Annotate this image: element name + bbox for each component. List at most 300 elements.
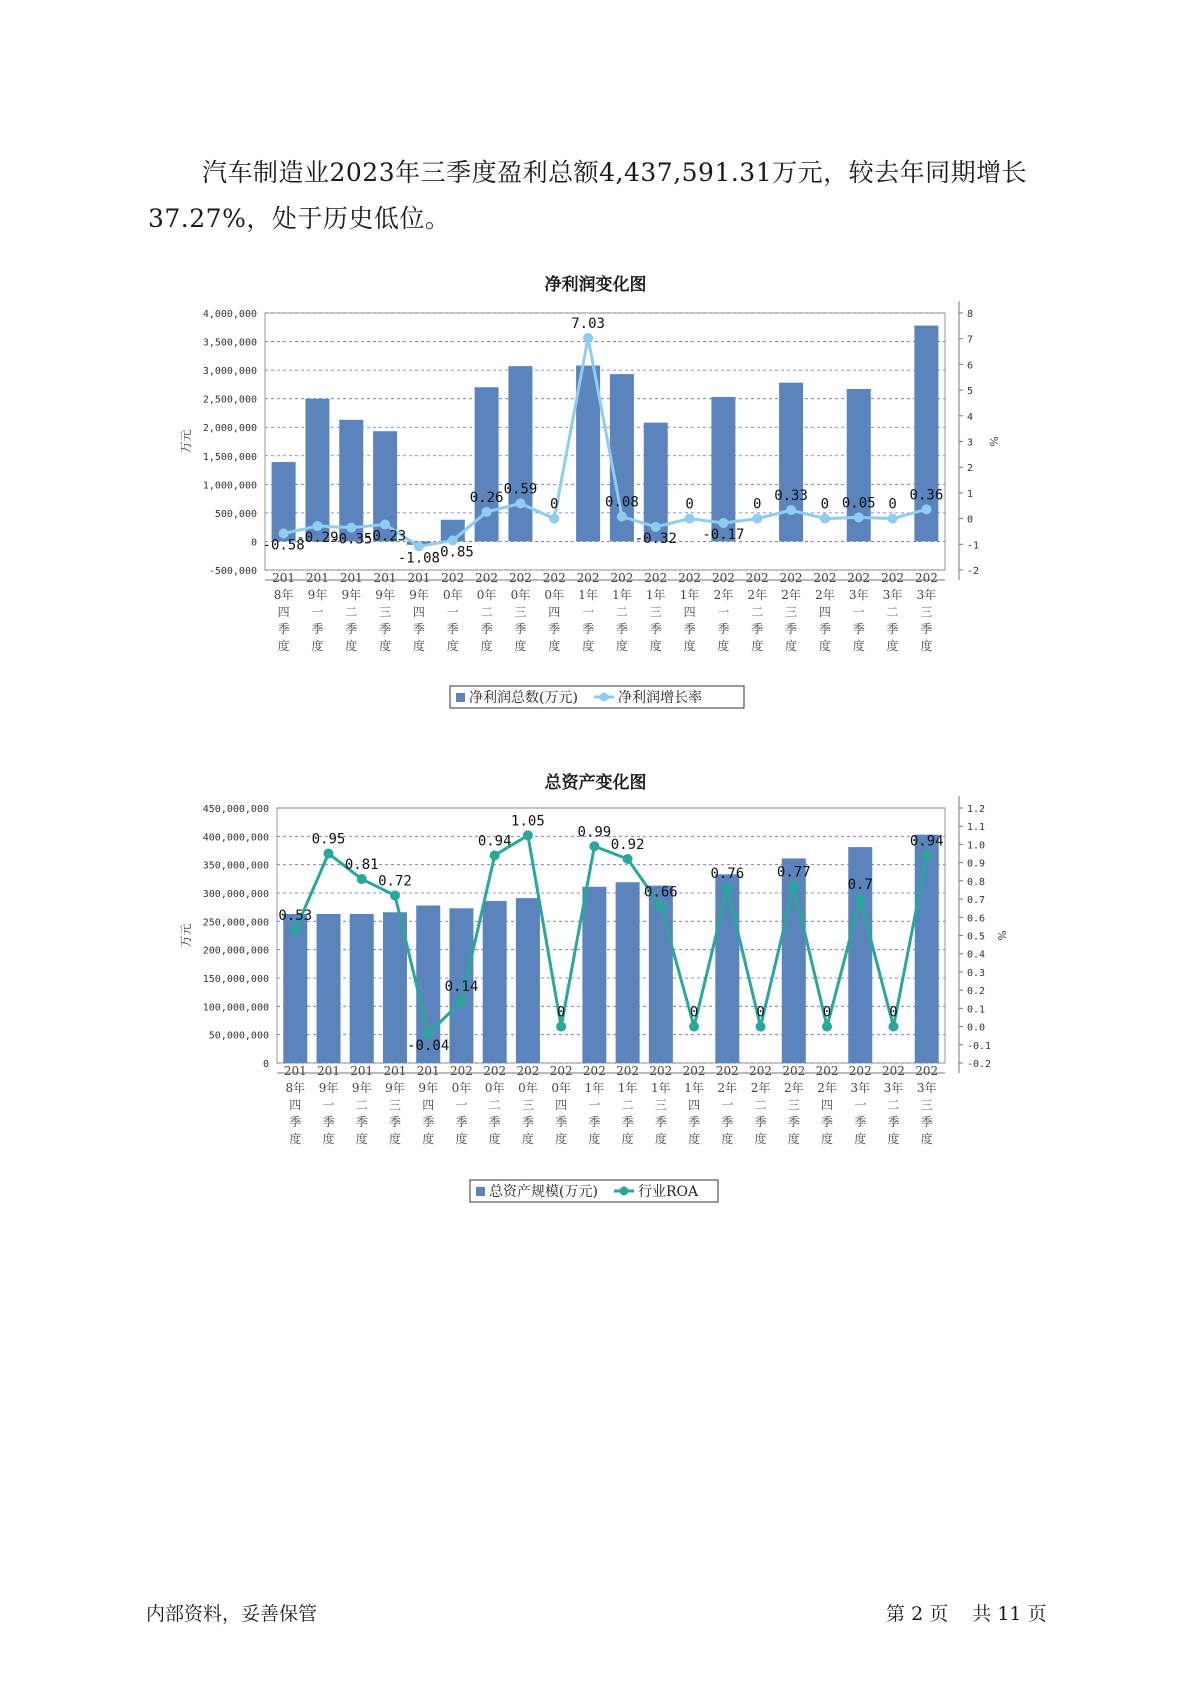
page-suffix: 页 (929, 1603, 949, 1625)
x-tick-label: 1年 (578, 588, 598, 602)
x-tick-label: 度 (311, 639, 324, 653)
x-tick-label: 1年 (617, 1081, 638, 1095)
x-tick-label: 9年 (351, 1081, 372, 1095)
y2-tick-label: 0.9 (967, 858, 986, 870)
x-tick-label: 1年 (684, 1081, 704, 1095)
y2-tick-label: 0.3 (967, 967, 986, 979)
x-tick-label: 季 (446, 622, 459, 636)
x-tick-label: 二 (754, 1098, 767, 1112)
x-tick-label: 度 (852, 639, 865, 653)
x-tick-label: 度 (446, 639, 459, 653)
total-prefix: 共 (972, 1603, 992, 1625)
y2-tick-label: 7 (967, 334, 974, 346)
y2-tick-label: 0.8 (967, 876, 986, 888)
x-tick-label: 202 (779, 571, 803, 585)
x-tick-label: 二 (355, 1098, 368, 1112)
x-tick-label: 四 (555, 1098, 568, 1112)
x-tick-label: 季 (854, 1115, 867, 1129)
x-tick-label: 季 (785, 622, 798, 636)
x-tick-label: 度 (277, 639, 290, 653)
x-tick-label: 201 (407, 571, 431, 585)
x-tick-label: 201 (272, 571, 296, 585)
y2-tick-label: 6 (967, 360, 974, 372)
x-tick-label: 度 (488, 1132, 501, 1146)
x-tick-label: 季 (754, 1115, 767, 1129)
data-label: 0 (753, 496, 762, 513)
x-tick-label: 202 (516, 1064, 540, 1078)
x-tick-label: 季 (654, 1115, 667, 1129)
x-tick-label: 度 (654, 1132, 667, 1146)
data-label: -0.85 (431, 544, 474, 561)
legend (470, 1180, 718, 1202)
x-tick-label: 9年 (341, 588, 362, 602)
y-tick-label: -500,000 (208, 566, 257, 577)
y2-tick-label: 0.0 (967, 1022, 986, 1034)
y2-tick-label: 1 (967, 488, 974, 500)
x-tick-label: 度 (388, 1132, 401, 1146)
data-label: 0 (556, 1004, 566, 1021)
x-tick-label: 3年 (850, 1081, 871, 1095)
y-axis-title: 万元 (179, 923, 193, 948)
x-tick-label: 8年 (273, 588, 294, 602)
x-tick-label: 一 (322, 1098, 335, 1112)
x-tick-label: 0年 (442, 588, 463, 602)
y2-tick-label: 2 (967, 463, 974, 475)
x-tick-label: 季 (355, 1115, 368, 1129)
line-point (922, 850, 932, 860)
x-tick-label: 季 (717, 622, 730, 636)
x-tick-label: 度 (412, 639, 425, 653)
x-tick-label: 季 (277, 622, 290, 636)
x-tick-label: 202 (882, 1064, 905, 1078)
x-tick-label: 0年 (518, 1081, 538, 1095)
x-tick-label: 202 (678, 571, 702, 585)
bar (649, 886, 673, 1063)
x-tick-label: 度 (688, 1132, 701, 1146)
x-tick-label: 度 (683, 639, 696, 653)
data-label: -0.35 (330, 531, 373, 548)
x-tick-label: 201 (339, 571, 363, 585)
x-tick-label: 0年 (544, 588, 565, 602)
data-label: 0.33 (774, 488, 808, 505)
x-tick-label: 0年 (510, 588, 531, 602)
y-tick-label: 400,000,000 (202, 832, 269, 844)
y-tick-label: 100,000,000 (202, 1002, 269, 1014)
x-tick-label: 季 (721, 1115, 734, 1129)
x-tick-label: 季 (582, 622, 595, 636)
x-tick-label: 一 (446, 605, 459, 619)
data-label: 0.59 (503, 481, 538, 498)
x-tick-label: 202 (782, 1064, 806, 1078)
x-tick-label: 3年 (916, 588, 937, 602)
data-label: 0.05 (841, 495, 876, 512)
x-tick-label: 度 (649, 639, 662, 653)
x-tick-label: 3年 (848, 588, 869, 602)
y2-tick-label: 0.2 (967, 986, 986, 998)
x-tick-label: 度 (787, 1132, 800, 1146)
x-tick-label: 季 (422, 1115, 435, 1129)
x-tick-label: 0年 (451, 1081, 472, 1095)
y-tick-label: 2,000,000 (202, 423, 257, 435)
y2-axis-title: % (995, 930, 1008, 941)
bar (915, 835, 939, 1063)
x-tick-label: 二 (621, 1098, 634, 1112)
x-tick-label: 度 (854, 1132, 867, 1146)
summary-paragraph: 汽车制造业2023年三季度盈利总额4,437,591.31万元，较去年同期增长37.27%，处于历史低位。 (148, 158, 1028, 233)
x-tick-label: 202 (915, 1064, 939, 1078)
x-tick-label: 二 (886, 605, 899, 619)
x-tick-label: 2年 (781, 588, 801, 602)
data-label: 0 (889, 1004, 898, 1021)
y-tick-label: 3,000,000 (202, 366, 257, 378)
x-tick-label: 202 (616, 1064, 640, 1078)
x-tick-label: 9年 (409, 588, 429, 602)
x-tick-label: 四 (818, 605, 831, 619)
data-label: 1.05 (511, 813, 545, 830)
data-label: -1.08 (397, 550, 441, 567)
x-tick-label: 度 (754, 1132, 767, 1146)
line-point (756, 1022, 766, 1032)
data-label: 0.99 (577, 824, 612, 841)
x-tick-label: 度 (818, 639, 831, 653)
line-point (623, 854, 633, 864)
y2-tick-label: -0.2 (967, 1059, 992, 1070)
y-tick-label: 300,000,000 (202, 889, 269, 900)
line-point (390, 890, 400, 900)
x-tick-label: 四 (683, 605, 696, 619)
x-tick-label: 度 (920, 639, 933, 653)
x-tick-label: 季 (379, 622, 392, 636)
data-label: 0.36 (909, 487, 944, 504)
legend-line-marker (620, 1187, 629, 1196)
x-tick-label: 季 (821, 1115, 834, 1129)
y-tick-label: 2,500,000 (202, 394, 257, 406)
data-label: 0.14 (444, 979, 479, 996)
x-tick-label: 三 (379, 605, 392, 619)
x-tick-label: 2年 (747, 588, 768, 602)
line-point (523, 830, 533, 840)
x-tick-label: 三 (920, 605, 933, 619)
x-tick-label: 三 (521, 1098, 534, 1112)
y-tick-label: 200,000,000 (202, 945, 269, 957)
x-tick-label: 202 (745, 571, 769, 585)
x-tick-label: 季 (615, 622, 628, 636)
x-tick-label: 度 (785, 639, 798, 653)
y2-tick-label: 0 (967, 514, 974, 526)
x-tick-label: 一 (311, 605, 324, 619)
data-label: 0 (689, 1004, 699, 1021)
x-tick-label: 度 (887, 1132, 900, 1146)
x-tick-label: 季 (555, 1115, 568, 1129)
footer-page-info (886, 1599, 1047, 1626)
x-tick-label: 度 (588, 1132, 601, 1146)
x-tick-label: 季 (649, 622, 662, 636)
legend-line-label: 净利润增长率 (618, 690, 702, 706)
line-point (290, 925, 300, 935)
x-tick-label: 度 (422, 1132, 435, 1146)
y2-tick-label: 0.7 (967, 895, 986, 907)
x-tick-label: 季 (548, 622, 561, 636)
x-tick-label: 季 (683, 622, 696, 636)
y2-tick-label: 8 (967, 309, 974, 320)
y2-tick-label: 3 (967, 437, 974, 449)
x-tick-label: 一 (854, 1098, 867, 1112)
data-label: 0.77 (776, 864, 811, 881)
x-tick-label: 度 (521, 1132, 534, 1146)
x-tick-label: 三 (920, 1098, 933, 1112)
data-label: 0.95 (311, 831, 346, 848)
x-tick-label: 202 (815, 1064, 839, 1078)
x-tick-label: 1年 (679, 588, 700, 602)
data-label: 7.03 (571, 315, 605, 332)
data-label: 0 (685, 496, 694, 513)
x-tick-label: 202 (483, 1064, 507, 1078)
x-tick-label: 四 (548, 605, 561, 619)
x-tick-label: 202 (610, 571, 634, 585)
data-label: -0.29 (296, 530, 339, 547)
x-tick-label: 二 (751, 605, 764, 619)
x-tick-label: 9年 (307, 588, 328, 602)
x-tick-label: 2年 (815, 588, 835, 602)
data-label: 0 (756, 1004, 765, 1021)
x-tick-label: 202 (644, 571, 668, 585)
x-tick-label: 1年 (612, 588, 632, 602)
y2-tick-label: 1.2 (967, 804, 986, 815)
bar (283, 914, 307, 1063)
x-tick-label: 2年 (713, 588, 734, 602)
bar (317, 914, 341, 1063)
legend-line-label: 行业ROA (638, 1184, 699, 1200)
chart-title-net-profit: 净利润变化图 (544, 275, 647, 295)
x-tick-label: 季 (621, 1115, 634, 1129)
x-tick-label: 201 (283, 1064, 307, 1078)
y-tick-label: 0 (250, 537, 257, 549)
y2-tick-label: 5 (967, 386, 974, 398)
x-tick-label: 季 (322, 1115, 335, 1129)
x-tick-label: 202 (682, 1064, 706, 1078)
x-tick-label: 9年 (318, 1081, 339, 1095)
line-point (490, 850, 500, 860)
x-tick-label: 202 (848, 1064, 872, 1078)
x-tick-label: 度 (920, 1132, 933, 1146)
y2-tick-label: -2 (967, 566, 980, 577)
x-tick-label: 202 (576, 571, 600, 585)
x-tick-label: 度 (621, 1132, 634, 1146)
y2-tick-label: 4 (967, 411, 974, 423)
y-tick-label: 1,000,000 (202, 480, 257, 492)
x-tick-label: 季 (412, 622, 425, 636)
data-label: 0.94 (909, 833, 944, 850)
x-tick-label: 202 (711, 571, 735, 585)
x-tick-label: 季 (345, 622, 358, 636)
data-label: -0.23 (364, 528, 407, 545)
x-tick-label: 2年 (817, 1081, 837, 1095)
x-tick-label: 季 (521, 1115, 534, 1129)
x-tick-label: 四 (412, 605, 425, 619)
x-tick-label: 度 (548, 639, 561, 653)
line-point (656, 901, 666, 911)
line-point (855, 894, 865, 904)
x-tick-label: 201 (350, 1064, 374, 1078)
y2-tick-label: -0.1 (967, 1040, 992, 1052)
line-point (589, 841, 599, 851)
x-tick-label: 0年 (551, 1081, 571, 1095)
data-label: 0.72 (378, 873, 412, 890)
x-tick-label: 202 (649, 1064, 673, 1078)
data-label: 0.76 (710, 866, 745, 883)
y2-axis-title: % (987, 436, 1000, 447)
x-tick-label: 8年 (285, 1081, 306, 1095)
x-tick-label: 四 (821, 1098, 834, 1112)
x-tick-label: 度 (455, 1132, 468, 1146)
data-label: 0 (888, 496, 897, 513)
x-tick-label: 季 (688, 1115, 701, 1129)
y-tick-label: 350,000,000 (202, 860, 269, 872)
data-label: 0.81 (344, 857, 379, 874)
data-label: 0.26 (469, 489, 504, 506)
x-tick-label: 202 (475, 571, 499, 585)
x-tick-label: 0年 (484, 1081, 505, 1095)
x-tick-label: 季 (818, 622, 831, 636)
x-tick-label: 季 (920, 1115, 933, 1129)
line-point (722, 883, 732, 893)
x-tick-label: 季 (751, 622, 764, 636)
x-tick-label: 四 (277, 605, 290, 619)
bar (582, 887, 606, 1063)
line-point (357, 874, 367, 884)
x-tick-label: 季 (289, 1115, 302, 1129)
x-tick-label: 季 (488, 1115, 501, 1129)
x-tick-label: 度 (379, 639, 392, 653)
y-tick-label: 500,000 (214, 508, 257, 520)
bar (715, 874, 739, 1063)
y-tick-label: 250,000,000 (202, 917, 269, 929)
legend-bar-label: 净利润总数(万元) (469, 690, 578, 706)
data-label: 0.92 (610, 837, 645, 853)
x-tick-label: 三 (649, 605, 662, 619)
data-label: 0 (822, 1004, 832, 1021)
x-tick-label: 201 (383, 1064, 407, 1078)
x-tick-label: 201 (373, 571, 397, 585)
x-tick-label: 3年 (882, 588, 903, 602)
x-tick-label: 度 (721, 1132, 734, 1146)
x-tick-label: 202 (881, 571, 905, 585)
x-tick-label: 三 (388, 1098, 401, 1112)
x-tick-label: 季 (588, 1115, 601, 1129)
x-tick-label: 三 (514, 605, 527, 619)
x-tick-label: 度 (615, 639, 628, 653)
x-tick-label: 度 (886, 639, 899, 653)
data-label: -0.17 (702, 526, 745, 543)
y-tick-label: 3,500,000 (202, 337, 257, 349)
x-tick-label: 季 (920, 622, 933, 636)
y2-tick-label: 0.4 (967, 949, 986, 961)
x-tick-label: 202 (847, 571, 871, 585)
line-point (822, 1022, 832, 1032)
data-label: 0.66 (643, 884, 678, 901)
x-tick-label: 二 (480, 605, 493, 619)
x-tick-label: 9年 (418, 1081, 439, 1095)
x-tick-label: 二 (887, 1098, 900, 1112)
y-axis-title: 万元 (179, 429, 193, 454)
x-tick-label: 季 (514, 622, 527, 636)
x-tick-label: 1年 (584, 1081, 605, 1095)
x-tick-label: 四 (688, 1098, 701, 1112)
bar (350, 914, 374, 1063)
y-tick-label: 1,500,000 (202, 451, 257, 463)
x-tick-label: 四 (289, 1098, 302, 1112)
y2-tick-label: 0.5 (967, 931, 986, 943)
x-tick-label: 度 (717, 639, 730, 653)
x-tick-label: 季 (787, 1115, 800, 1129)
bar (483, 901, 507, 1063)
x-tick-label: 季 (887, 1115, 900, 1129)
x-tick-label: 2年 (783, 1081, 804, 1095)
x-tick-label: 9年 (385, 1081, 405, 1095)
x-tick-label: 202 (441, 571, 465, 585)
x-tick-label: 四 (422, 1098, 435, 1112)
x-tick-label: 202 (813, 571, 837, 585)
chart-title-total-assets: 总资产变化图 (544, 773, 647, 793)
x-tick-label: 202 (449, 1064, 473, 1078)
data-label: 0.08 (605, 494, 639, 511)
x-tick-label: 二 (615, 605, 628, 619)
data-label: -0.04 (407, 1037, 450, 1054)
x-tick-label: 度 (322, 1132, 335, 1146)
x-tick-label: 一 (582, 605, 595, 619)
x-tick-label: 季 (886, 622, 899, 636)
footer-confidential: 内部资料，妥善保管 (146, 1603, 318, 1625)
data-label: 0.94 (477, 833, 512, 850)
x-tick-label: 三 (654, 1098, 667, 1112)
y2-tick-label: 0.6 (967, 913, 986, 925)
x-tick-label: 季 (311, 622, 324, 636)
x-tick-label: 二 (345, 605, 358, 619)
y-tick-label: 150,000,000 (202, 974, 269, 985)
x-tick-label: 2年 (750, 1081, 771, 1095)
x-tick-label: 二 (488, 1098, 501, 1112)
data-label: 0 (550, 496, 559, 513)
x-tick-label: 季 (852, 622, 865, 636)
x-tick-label: 3年 (916, 1081, 937, 1095)
legend-bar-label: 总资产规模(万元) (489, 1184, 598, 1200)
page-number: 2 (911, 1603, 924, 1625)
x-tick-label: 度 (555, 1132, 568, 1146)
data-label: 0.53 (278, 908, 313, 925)
data-label: -0.32 (634, 530, 677, 547)
x-tick-label: 1年 (651, 1081, 671, 1095)
x-tick-label: 202 (582, 1064, 606, 1078)
x-tick-label: 一 (721, 1098, 734, 1112)
legend-bar-swatch (476, 1187, 485, 1196)
line-point (888, 1022, 898, 1032)
y-tick-label: 4,000,000 (202, 309, 257, 320)
line-point (556, 1022, 566, 1032)
line-point (324, 849, 334, 859)
x-tick-label: 度 (289, 1132, 302, 1146)
x-tick-label: 1年 (645, 588, 666, 602)
x-tick-label: 度 (751, 639, 764, 653)
x-tick-label: 度 (345, 639, 358, 653)
x-tick-label: 季 (455, 1115, 468, 1129)
x-tick-label: 201 (416, 1064, 440, 1078)
x-tick-label: 0年 (476, 588, 497, 602)
line-point (789, 881, 799, 891)
x-tick-label: 202 (549, 1064, 573, 1078)
x-tick-label: 一 (588, 1098, 601, 1112)
x-tick-label: 202 (542, 571, 566, 585)
y2-tick-label: -1 (967, 540, 980, 552)
